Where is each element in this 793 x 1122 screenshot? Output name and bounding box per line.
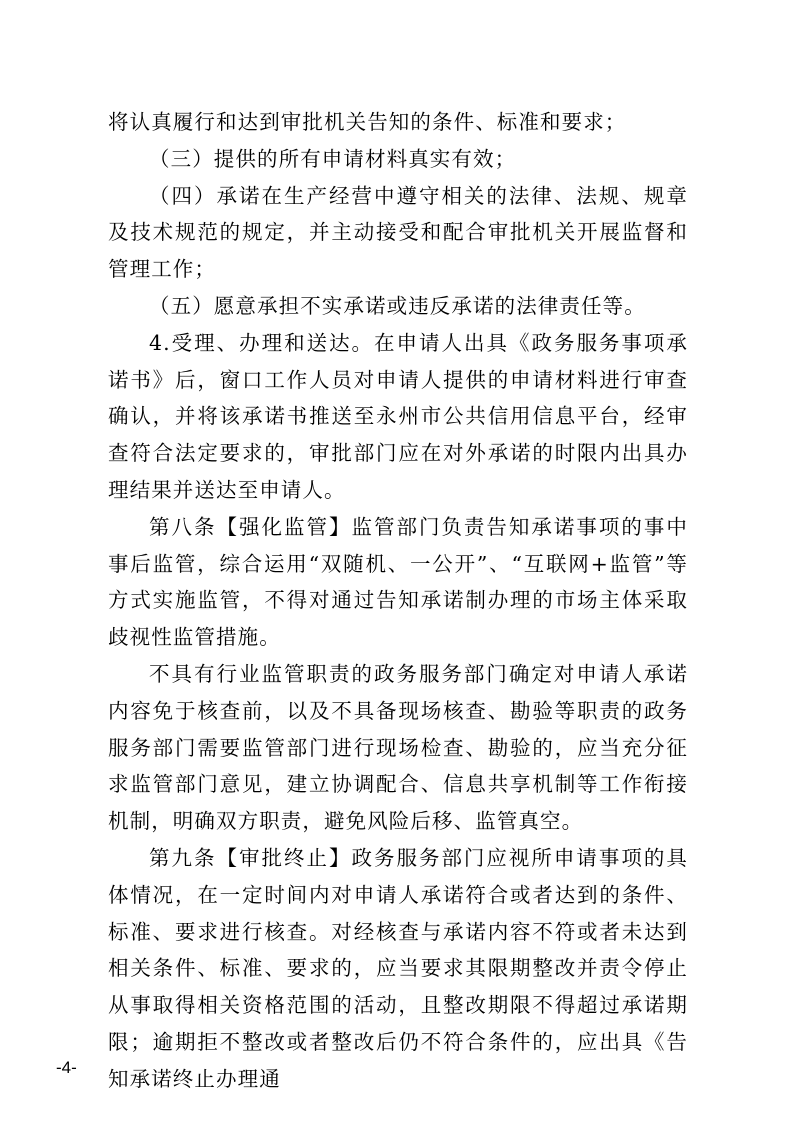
paragraph-supervision-coordination: 不具有行业监管职责的政务服务部门确定对申请人承诺内容免于核查前，以及不具备现场核查、勘验等职责的政务服务部门需要监管部门进行现场检查、勘验的，应当充分征求监管部门意见，建立协调配合、信息共享机制等工作衔接机制，明确双方职责，避免风险后移、监管真空。 [108,661,688,834]
page-number: -4- [56,1058,77,1077]
paragraph-acceptance: 4.受理、办理和送达。在申请人出具《政务服务事项承诺书》后，窗口工作人员对申请人提供的申请材料进行审查确认，并将该承诺书推送至永州市公共信用信息平台，经审查符合法定要求的，审批部门应在对外承诺的时限内出具办理结果并送达至申请人。 [108,330,688,502]
paragraph-item-3: （三）提供的所有申请材料真实有效； [149,146,517,171]
paragraph-item-4: （四）承诺在生产经营中遵守相关的法律、法规、规章及技术规范的规定，并主动接受和配合审批机关开展监督和管理工作； [108,183,688,282]
paragraph-article-8: 第八条【强化监管】监管部门负责告知承诺事项的事中事后监管，综合运用“双随机、一公开”、“互联网+监管”等方式实施监管，不得对通过告知承诺制办理的市场主体采取歧视性监管措施。 [108,514,688,650]
paragraph-article-9: 第九条【审批终止】政务服务部门应视所申请事项的具体情况，在一定时间内对申请人承诺符合或者达到的条件、标准、要求进行核查。对经核查与承诺内容不符或者未达到相关条件、标准、要求的，应当要求其限期整改并责令停止从事取得相关资格范围的活动，且整改期限不得超过承诺期限；逾期拒不整改或者整改后仍不符合条件的，应出具《告知承诺终止办理通 [108,845,688,1091]
document-body [108,104,688,1098]
paragraph-item-5: （五）愿意承担不实承诺或违反承诺的法律责任等。 [149,293,646,318]
paragraph-continuation: 将认真履行和达到审批机关告知的条件、标准和要求； [108,110,627,134]
